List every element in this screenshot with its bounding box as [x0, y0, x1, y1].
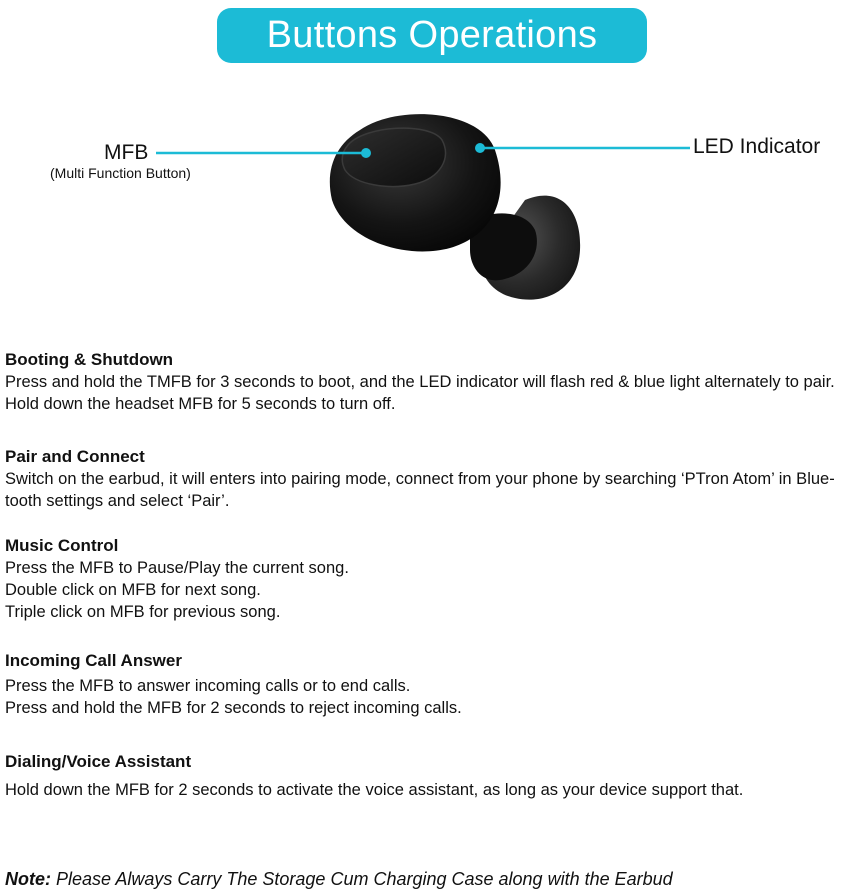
section-dialing-voice	[5, 751, 850, 801]
section-booting-shutdown	[5, 349, 850, 415]
section-heading: Incoming Call Answer	[5, 651, 182, 670]
mfb-sublabel: (Multi Function Button)	[50, 165, 191, 181]
section-heading: Booting & Shutdown	[5, 350, 174, 369]
section-line: Hold down the MFB for 2 seconds to activate the voice assistant, as long as your device support that.	[5, 781, 744, 799]
section-heading: Pair and Connect	[5, 447, 145, 466]
mfb-label: MFB	[104, 141, 149, 164]
section-heading: Music Control	[5, 536, 119, 555]
led-pointer-dot	[475, 143, 485, 153]
section-line: tooth settings and select ‘Pair’.	[5, 492, 230, 510]
mfb-pointer-dot	[361, 148, 371, 158]
section-music-control	[5, 535, 850, 623]
note-text: Please Always Carry The Storage Cum Charging Case along with the Earbud	[51, 869, 673, 889]
section-line: Press the MFB to answer incoming calls or to end calls.	[5, 677, 411, 695]
led-indicator-label: LED Indicator	[693, 135, 821, 158]
section-line: Switch on the earbud, it will enters into pairing mode, connect from your phone by searching ‘PTron Atom’ in Blue-	[5, 470, 835, 488]
footer-note	[5, 869, 673, 890]
note-label: Note:	[5, 869, 51, 889]
section-pair-connect	[5, 446, 850, 512]
section-line: Press and hold the MFB for 2 seconds to reject incoming calls.	[5, 699, 462, 717]
section-heading: Dialing/Voice Assistant	[5, 752, 192, 771]
section-line: Press and hold the TMFB for 3 seconds to boot, and the LED indicator will flash red & blue light alternately to pair.	[5, 373, 835, 391]
section-line: Hold down the headset MFB for 5 seconds to turn off.	[5, 395, 396, 413]
section-line: Double click on MFB for next song.	[5, 581, 261, 599]
section-incoming-call	[5, 650, 850, 719]
page-title: Buttons Operations	[266, 14, 598, 56]
section-line: Triple click on MFB for previous song.	[5, 603, 281, 621]
section-line: Press the MFB to Pause/Play the current song.	[5, 559, 349, 577]
